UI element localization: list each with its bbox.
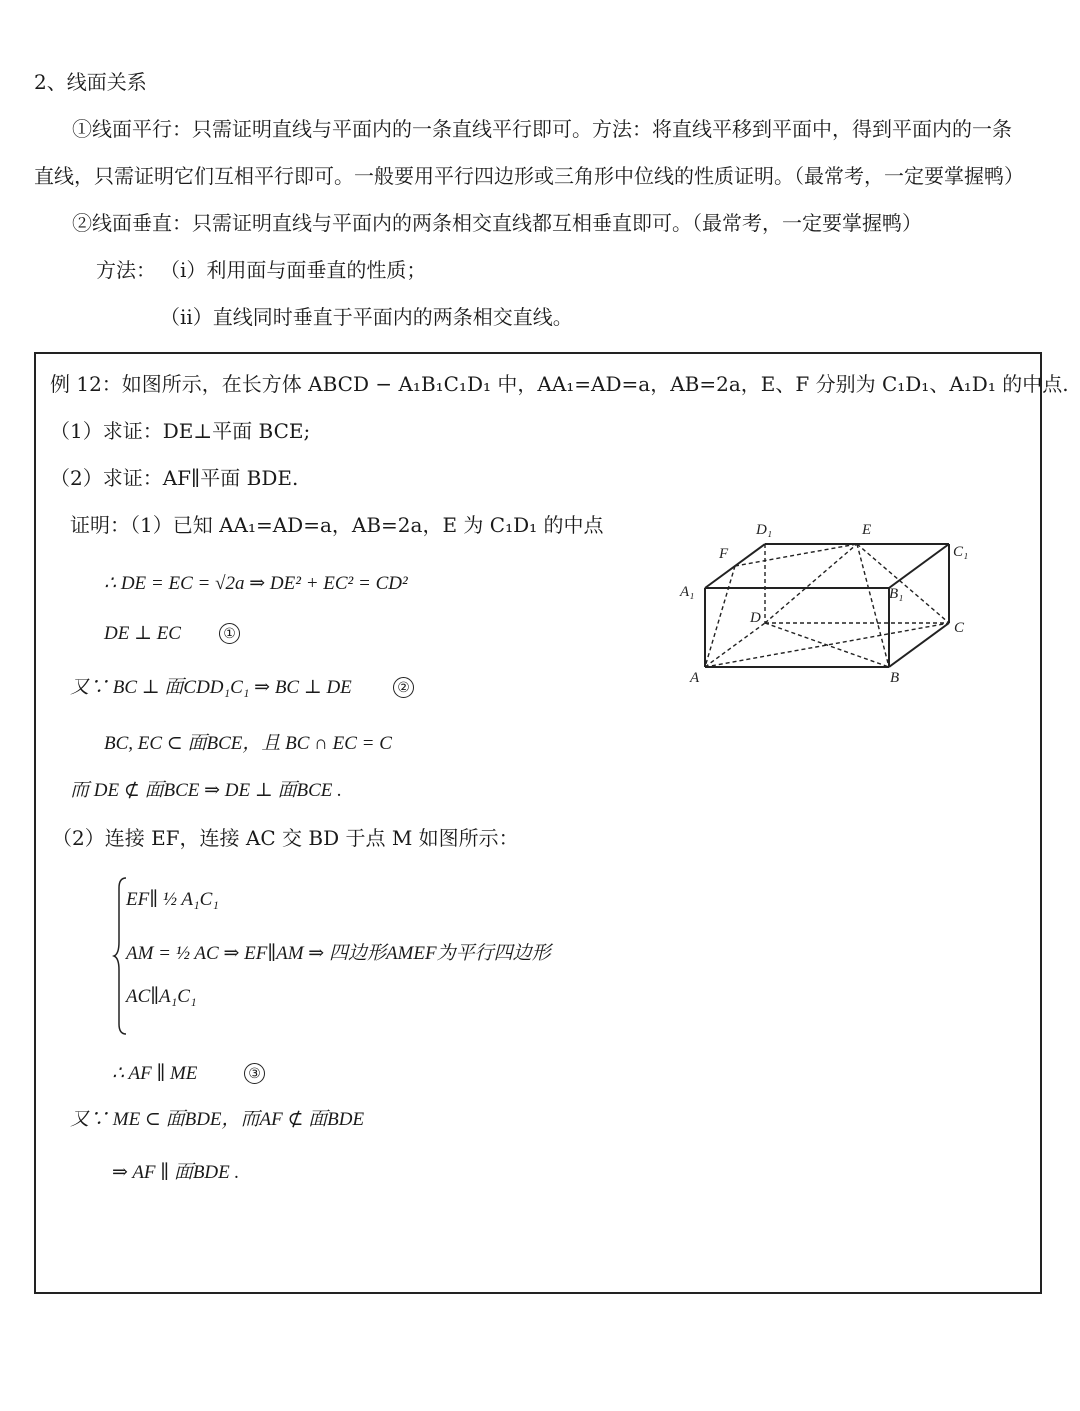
system-line-1: EF∥ ½ A₁C₁ xyxy=(126,889,219,910)
vertex-label-E: E xyxy=(862,522,872,538)
method-label: 方法： xyxy=(96,258,156,282)
method-ii: （ii）直线同时垂直于平面内的两条相交直线。 xyxy=(160,305,573,329)
vertex-label-A1: A₁ xyxy=(680,584,695,600)
system-line-2: AM = ½ AC ⇒ EF∥AM ⇒ 四边形AMEF为平行四边形 xyxy=(126,943,551,964)
question-1: （1）求证：DE⊥平面 BCE; xyxy=(50,419,311,443)
example-statement: 例 12：如图所示，在长方体 ABCD − A₁B₁C₁D₁ 中，AA₁=AD=a，AB=2a，E、F 分别为 C₁D₁、A₁D₁ 的中点. xyxy=(50,372,1069,396)
system-line-3: AC∥A₁C₁ xyxy=(126,986,197,1007)
circle-label-3: ③ xyxy=(244,1063,265,1084)
part2-intro: （2）连接 EF，连接 AC 交 BD 于点 M 如图所示： xyxy=(52,826,519,850)
example-box xyxy=(34,352,1042,1294)
para1-line2: 直线，只需证明它们互相平行即可。一般要用平行四边形或三角形中位线的性质证明。（最常考，一定要掌握鸭） xyxy=(34,164,1024,188)
para2: ②线面垂直：只需证明直线与平面内的两条相交直线都互相垂直即可。（最常考，一定要掌握鸭） xyxy=(72,211,922,235)
proof-step-e: 而 DE ⊄ 面BCE ⇒ DE ⊥ 面BCE . xyxy=(70,780,342,801)
vertex-label-F: F xyxy=(719,546,729,562)
circle-label-1: ① xyxy=(219,623,240,644)
section-heading: 2、线面关系 xyxy=(34,70,147,94)
vertex-label-B: B xyxy=(890,670,900,686)
vertex-label-A: A xyxy=(690,670,700,686)
proof-step-g: 又∵ ME ⊂ 面BDE，而AF ⊄ 面BDE xyxy=(70,1109,365,1130)
proof-step-b: DE ⊥ EC xyxy=(104,623,181,644)
proof-step-f: ∴ AF ∥ ME xyxy=(112,1063,198,1084)
vertex-label-C1: C₁ xyxy=(953,544,969,560)
proof-intro: 证明：（1）已知 AA₁=AD=a，AB=2a，E 为 C₁D₁ 的中点 xyxy=(70,513,604,537)
circle-label-2: ② xyxy=(393,677,414,698)
proof-step-d: BC, EC ⊂ 面BCE，且 BC ∩ EC = C xyxy=(104,733,392,754)
vertex-label-D1: D₁ xyxy=(756,522,773,538)
vertex-label-D: D xyxy=(750,610,761,626)
proof-step-c: 又∵ BC ⊥ 面CDD₁C₁ ⇒ BC ⊥ DE xyxy=(70,677,352,698)
vertex-label-B1: B₁ xyxy=(889,586,904,602)
question-2: （2）求证：AF∥平面 BDE. xyxy=(50,466,299,490)
para1-line1: ①线面平行：只需证明直线与平面内的一条直线平行即可。方法：将直线平移到平面中，得到平面内的一条 xyxy=(72,117,1012,141)
method-i: （i）利用面与面垂直的性质； xyxy=(160,258,427,282)
proof-step-h: ⇒ AF ∥ 面BDE . xyxy=(112,1162,240,1183)
vertex-label-C: C xyxy=(954,620,965,636)
proof-step-a: ∴ DE = EC = √2a ⇒ DE² + EC² = CD² xyxy=(104,573,408,594)
cuboid-figure xyxy=(676,516,976,686)
